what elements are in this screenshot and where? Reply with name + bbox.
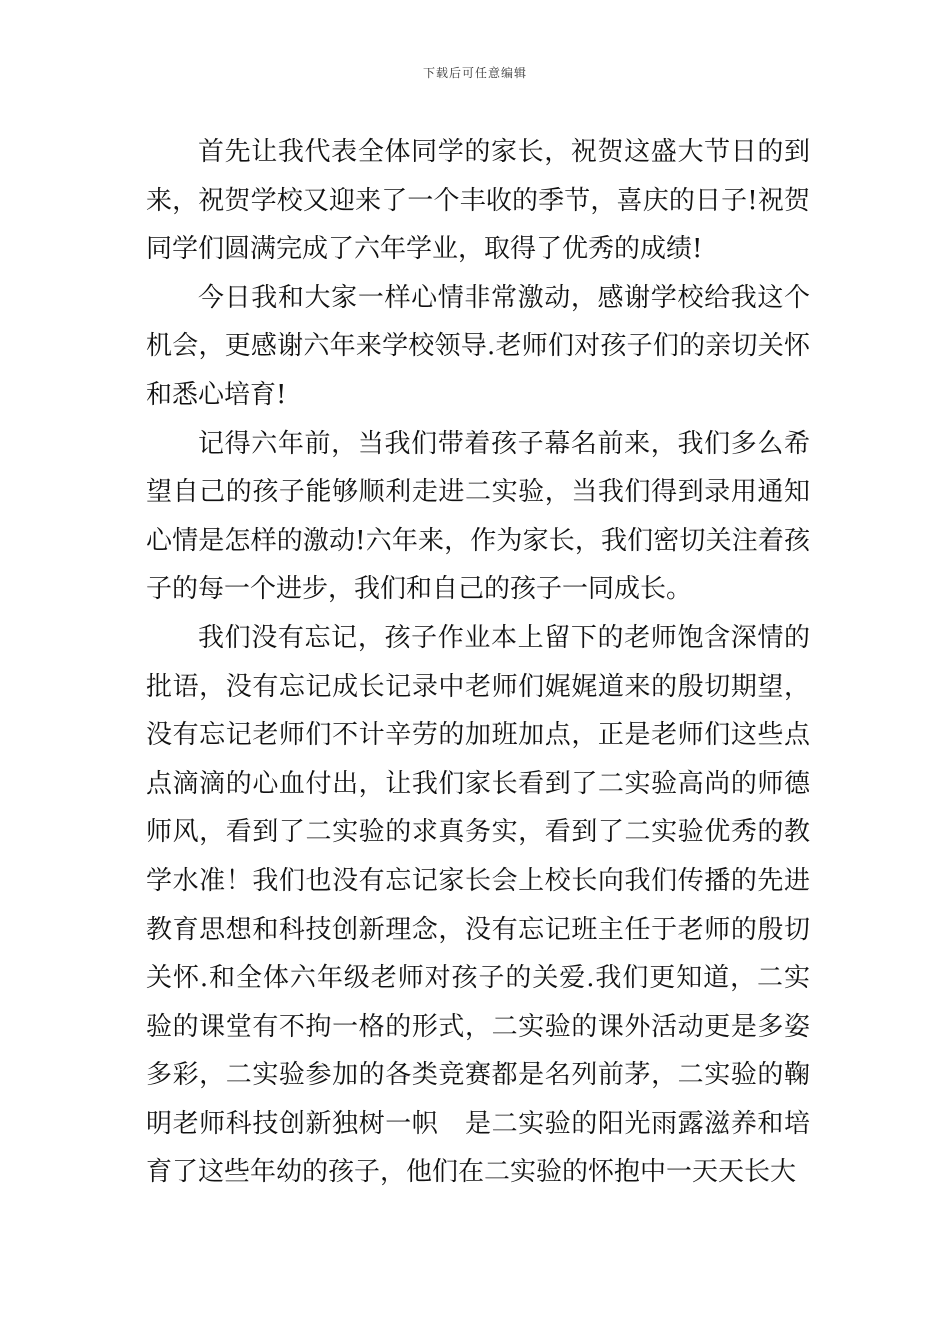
page-header: 下载后可任意编辑 <box>422 66 527 80</box>
paragraph-4: 我们没有忘记，孩子作业本上留下的老师饱含深情的批语，没有忘记成长记录中老师们娓娓道来的殷切期望，没有忘记老师们不计辛劳的加班加点，正是老师们这些点点滴滴的心血付出，让我们家长看到了二实验高尚的师德师风，看到了二实验的求真务实，看到了二实验优秀的教学水准！我们也没有忘记家长会上校长向我们传播的先进教育思想和科技创新理念，没有忘记班主任于老师的殷切关怀.和全体六年级老师对孩子的关爱.我们更知道，二实验的课堂有不拘一格的形式，二实验的课外活动更是多姿多彩，二实验参加的各类竞赛都是名列前茅，二实验的鞠明老师科技创新独树一帜 是二实验的阳光雨露滋养和培育了这些年幼的孩子，他们在二实验的怀抱中一天天长大 <box>146 622 810 1188</box>
paragraph-1: 首先让我代表全体同学的家长，祝贺这盛大节日的到来，祝贺学校又迎来了一个丰收的季节，喜庆的日子!祝贺同学们圆满完成了六年学业，取得了优秀的成绩! <box>146 137 810 265</box>
document-body <box>146 128 810 1197</box>
paragraph-2: 今日我和大家一样心情非常激动，感谢学校给我这个机会，更感谢六年来学校领导.老师们对孩子们的亲切关怀和悉心培育! <box>146 282 810 410</box>
paragraph-3: 记得六年前，当我们带着孩子幕名前来，我们多么希望自己的孩子能够顺利走进二实验，当我们得到录用通知心情是怎样的激动!六年来，作为家长，我们密切关注着孩子的每一个进步，我们和自己的孩子一同成长。 <box>146 428 810 605</box>
